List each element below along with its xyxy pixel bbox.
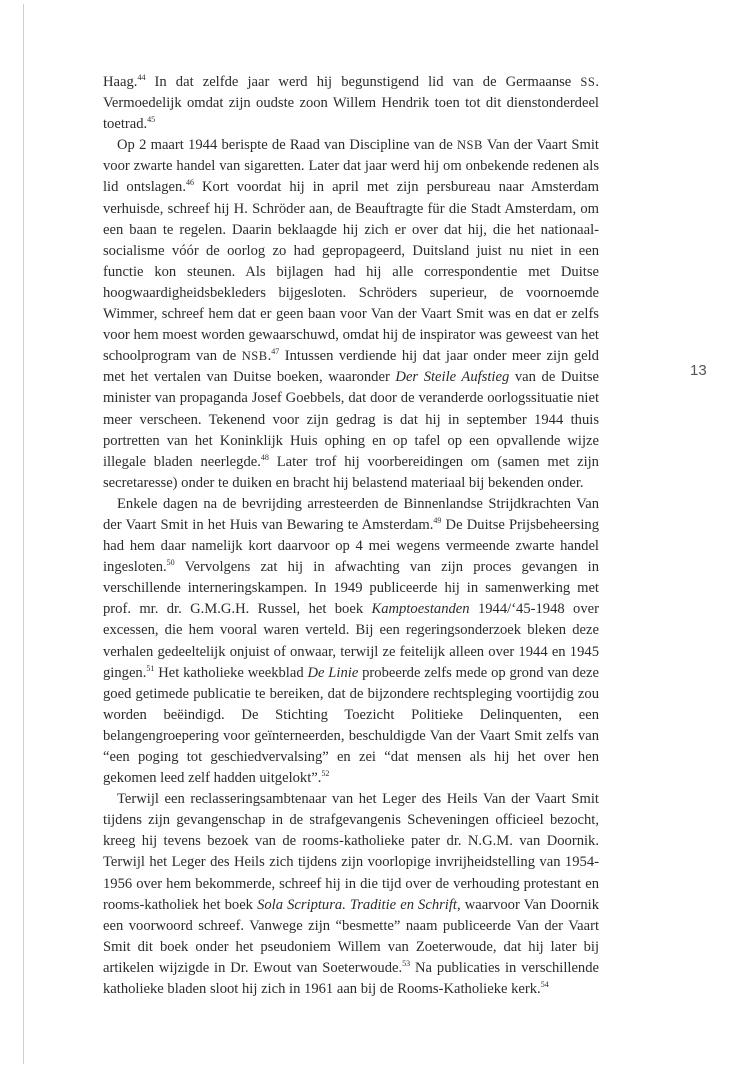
footnote-ref: 46 <box>185 178 194 188</box>
footnote-ref: 51 <box>146 663 155 673</box>
footnote-ref: 50 <box>166 558 175 568</box>
text: Op 2 maart 1944 berispte de Raad van Discipline van de <box>117 137 457 154</box>
text: De Duitse Prijsbeheersing had hem daar namelijk kort daarvoor op 4 mei wegens vermeende zwarte handel ingesloten. <box>103 516 600 576</box>
paragraph-2 <box>103 135 599 494</box>
book-title: Der Steile Aufstieg <box>395 369 510 386</box>
text: van de Duitse minister van propaganda Josef Goebbels, dat door de veranderde oorlogssituatie niet meer verscheen. Tekenend voor zijn gedrag is dat hij in september 1944 thuis portretten van het Koninklijk Huis ophing en op tafel op een opvallende wijze illegale bladen neerlegde. <box>103 369 599 470</box>
text: probeerde zelfs mede op grond van deze goed getimede publicatie te bereiken, dat de bijzondere rechtspleging voortijdig zou worden beëindigd. De Stichting Toezicht Politieke Delinquenten, een belangengroepering voor geïnterneerden, beschuldigde Van der Vaart Smit zelfs van “een poging tot geschiedvervalsing” en zei “dat mensen als hij het over hen gekomen leed zelf hadden uitgelokt”. <box>103 664 599 787</box>
text: . <box>267 348 272 365</box>
abbreviation: NSB <box>241 349 268 364</box>
text: Na publicaties in verschillende katholieke bladen sloot hij zich in 1961 aan bij de Rooms-Katholieke kerk. <box>103 959 600 998</box>
text: Van der Vaart Smit voor zwarte handel van sigaretten. Later dat jaar werd hij om onbekende redenen als lid ontslagen. <box>103 137 599 196</box>
footnote-ref: 52 <box>321 769 330 779</box>
footnote-ref: 48 <box>260 452 269 462</box>
text: Het katholieke weekblad <box>154 664 308 681</box>
paragraph-1 <box>103 72 599 135</box>
abbreviation: SS <box>580 75 596 89</box>
paragraph-3 <box>103 494 599 789</box>
book-title: Sola Scriptura. Traditie en Schrift <box>257 896 457 913</box>
text: Terwijl een reclasseringsambtenaar van het Leger des Heils Van der Vaart Smit tijdens zijn gevangenschap in de strafgevangenis Scheveningen officieel bezocht, kreeg hij tevens bezoek van de rooms-katholieke pater dr. N.G.M. van Doornik. Terwijl het Leger des Heils zich tijdens zijn voorlopige invrijheidstelling van 1954-1956 over hem bekommerde, schreef hij in die tijd over de verhouding protestant en rooms-katholiek het boek <box>103 791 599 913</box>
body-text <box>103 72 599 1000</box>
paragraph-4 <box>103 789 599 1000</box>
text: Kort voordat hij in april met zijn persbureau naar Amsterdam verhuisde, schreef hij H. Schröder aan, de Beauftragte für die Stadt Amsterdam, om een baan te regelen. Daarin beklaagde hij zich er over dat hij, die het nationaal-socialisme vóór de oorlog zo had gepropageerd, Duitsland juist nu niet in een functie kon steunen. Als bijlagen had hij alle correspondentie met Duitse hoogwaardigheidsbekleders bijgesloten. Schröders superieur, de voornoemde Wimmer, schreef hem dat er geen baan voor Van der Vaart Smit was en dat er zelfs voor hem moest worden gewaarschuwd, omdat hij de inspirator was geweest van het schoolprogram van de <box>103 179 599 365</box>
text: Later trof hij voorbereidingen om (samen met zijn secretaresse) onder te duiken en bracht hij belastend materiaal bij bekenden onder. <box>103 453 599 491</box>
text: Vervolgens zat hij in afwachting van zijn proces gevangen in verschillende interneringskampen. In 1949 publiceerde hij in samenwerking met prof. mr. dr. G.M.G.H. Russel, het boek <box>103 559 599 618</box>
text: , waarvoor Van Doornik een voorwoord schreef. Vanwege zijn “besmette” naam publiceerde Van der Vaart Smit dit boek onder het pseudoniem Willem van Zoeterwoude, dat hij later bij artikelen wijzigde in Dr. Ewout van Soeterwoude. <box>103 896 600 976</box>
text: Enkele dagen na de bevrijding arresteerden de Binnenlandse Strijdkrachten Van der Vaart Smit in het Huis van Bewaring te Amsterdam. <box>103 495 599 533</box>
book-title: Kamptoestanden <box>371 601 470 618</box>
text: In dat zelfde jaar werd hij begunstigend lid van de Germaanse <box>145 74 581 90</box>
margin-rule <box>23 4 24 1064</box>
page-number: 13 <box>690 362 707 379</box>
footnote-ref: 47 <box>271 347 280 357</box>
abbreviation: NSB <box>456 138 483 153</box>
text: Haag. <box>103 74 138 90</box>
footnote-ref: 45 <box>147 115 156 125</box>
text: . Vermoedelijk omdat zijn oudste zoon Willem Hendrik toen tot dit dienstonderdeel toetrad. <box>103 74 599 133</box>
footnote-ref: 44 <box>137 73 146 83</box>
text: Intussen verdiende hij dat jaar onder meer zijn geld met het vertalen van Duitse boeken, waaronder <box>103 348 599 386</box>
footnote-ref: 53 <box>402 959 411 969</box>
footnote-ref: 49 <box>433 516 442 526</box>
text: 1944/‘45-1948 over excessen, die hem vooral waren verteld. Bij een regeringsonderzoek bleken deze verhalen gedeeltelijk onjuist of onwaar, terwijl ze feitelijk alleen over 1944 en 1945 gingen. <box>103 601 599 681</box>
periodical-title: De Linie <box>307 664 359 681</box>
footnote-ref: 54 <box>540 980 549 990</box>
